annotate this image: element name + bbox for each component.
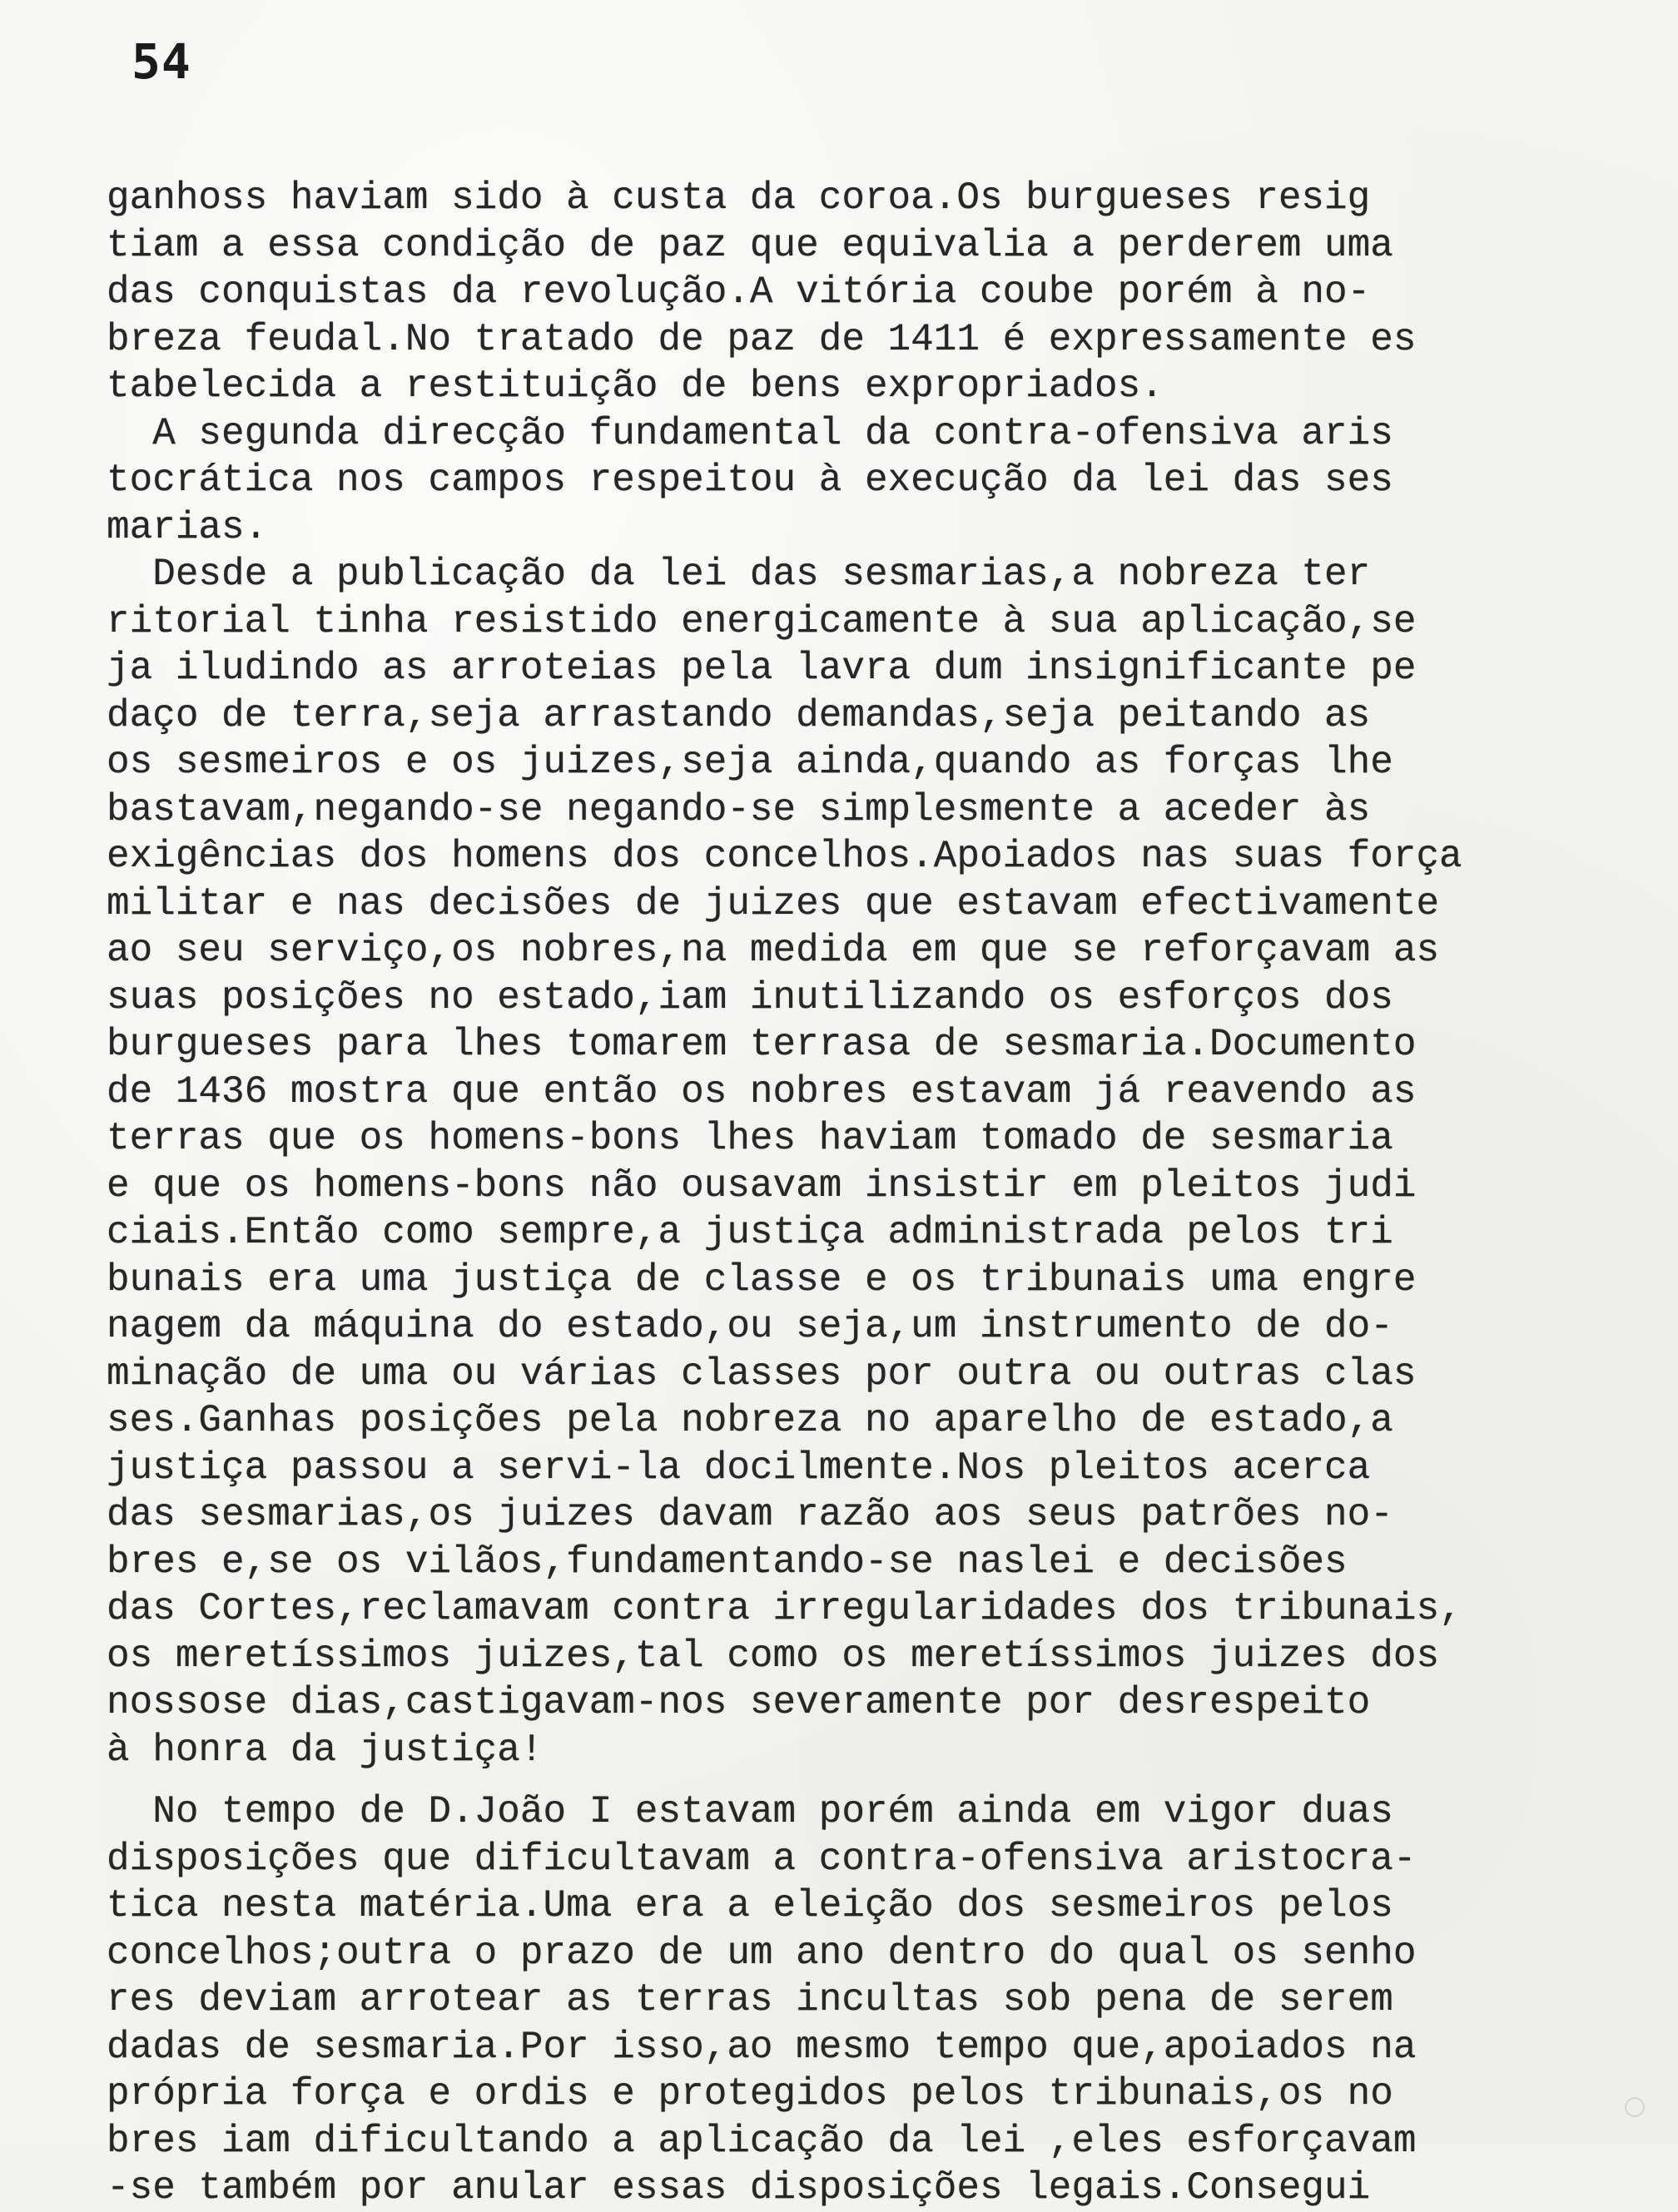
text-line: -se também por anular essas disposições legais.Consegui: [107, 2166, 1371, 2210]
text-line: daço de terra,seja arrastando demandas,seja peitando as: [107, 693, 1371, 737]
text-line: tica nesta matéria.Uma era a eleição dos sesmeiros pelos: [107, 1884, 1393, 1927]
text-line: concelhos;outra o prazo de um ano dentro do qual os senho: [107, 1931, 1417, 1975]
text-line: disposições que dificultavam a contra-ofensiva aristocra-: [107, 1837, 1417, 1881]
text-line: ciais.Então como sempre,a justiça administrada pelos tri: [107, 1211, 1393, 1254]
text-line: os sesmeiros e os juizes,seja ainda,quando as forças lhe: [107, 741, 1393, 784]
text-line: própria força e ordis e protegidos pelos tribunais,os no: [107, 2072, 1393, 2115]
page-number: 54: [132, 33, 191, 90]
body-text: [107, 175, 1588, 2212]
text-line: à honra da justiça!: [107, 1728, 544, 1772]
text-line: e que os homens-bons não ousavam insistir em pleitos judi: [107, 1163, 1417, 1208]
text-line: minação de uma ou várias classes por outra ou outras clas: [107, 1352, 1417, 1396]
text-line: das conquistas da revolução.A vitória coube porém à no-: [107, 270, 1371, 314]
text-line: No tempo de D.João I estavam porém ainda em vigor duas: [107, 1790, 1393, 1833]
text-line: breza feudal.No tratado de paz de 1411 é expressamente es: [107, 317, 1417, 361]
text-line: dadas de sesmaria.Por isso,ao mesmo tempo que,apoiados na: [107, 2025, 1417, 2069]
text-line: bunais era uma justiça de classe e os tribunais uma engre: [107, 1257, 1417, 1302]
paragraph-4: [107, 1788, 1588, 2212]
text-line: tiam a essa condição de paz que equivalia a perderem uma: [107, 223, 1393, 267]
text-line: terras que os homens-bons lhes haviam tomado de sesmaria: [107, 1117, 1393, 1160]
text-line: das sesmarias,os juizes davam razão aos seus patrões no-: [107, 1493, 1393, 1536]
text-line: nagem da máquina do estado,ou seja,um instrumento de do-: [107, 1305, 1393, 1348]
text-line: burgueses para lhes tomarem terrasa de sesmaria.Documento: [107, 1023, 1417, 1066]
paragraph-1: [107, 175, 1588, 410]
paragraph-spacer: [107, 1773, 1588, 1788]
text-line: ganhoss haviam sido à custa da coroa.Os burgueses resig: [107, 176, 1371, 220]
text-line: ritorial tinha resistido energicamente à sua aplicação,se: [107, 599, 1417, 643]
text-line: A segunda direcção fundamental da contra-ofensiva aris: [107, 411, 1393, 455]
text-line: res deviam arrotear as terras incultas sob pena de serem: [107, 1978, 1393, 2021]
text-line: tocrática nos campos respeitou à execução da lei das ses: [107, 459, 1393, 502]
text-line: bres e,se os vilãos,fundamentando-se naslei e decisões: [107, 1540, 1348, 1584]
text-line: de 1436 mostra que então os nobres estavam já reavendo as: [107, 1069, 1417, 1113]
text-line: ses.Ganhas posições pela nobreza no aparelho de estado,a: [107, 1399, 1393, 1442]
text-line: ao seu serviço,os nobres,na medida em que se reforçavam as: [107, 929, 1440, 972]
text-line: suas posições no estado,iam inutilizando os esforços dos: [107, 975, 1393, 1019]
text-line: bres iam dificultando a aplicação da lei ,eles esforçavam: [107, 2119, 1417, 2163]
text-line: Desde a publicação da lei das sesmarias,a nobreza ter: [107, 553, 1371, 596]
text-line: nossose dias,castigavam-nos severamente por desrespeito: [107, 1681, 1371, 1724]
text-line: os meretíssimos juizes,tal como os meretíssimos juizes dos: [107, 1634, 1440, 1678]
text-line: das Cortes,reclamavam contra irregularidades dos tribunais,: [107, 1587, 1462, 1630]
text-line: justiça passou a servi-la docilmente.Nos pleitos acerca: [107, 1446, 1371, 1490]
text-line: ja iludindo as arroteias pela lavra dum insignificante pe: [107, 647, 1417, 690]
text-line: bastavam,negando-se negando-se simplesmente a aceder às: [107, 787, 1371, 831]
paragraph-3: [107, 551, 1588, 1773]
text-line: exigências dos homens dos concelhos.Apoiados nas suas força: [107, 835, 1462, 878]
paper-mark: [1625, 2097, 1645, 2117]
text-line: tabelecida a restituição de bens expropriados.: [107, 365, 1164, 408]
paragraph-2: [107, 410, 1588, 552]
text-line: militar e nas decisões de juizes que estavam efectivamente: [107, 881, 1440, 925]
text-line: marias.: [107, 505, 268, 549]
